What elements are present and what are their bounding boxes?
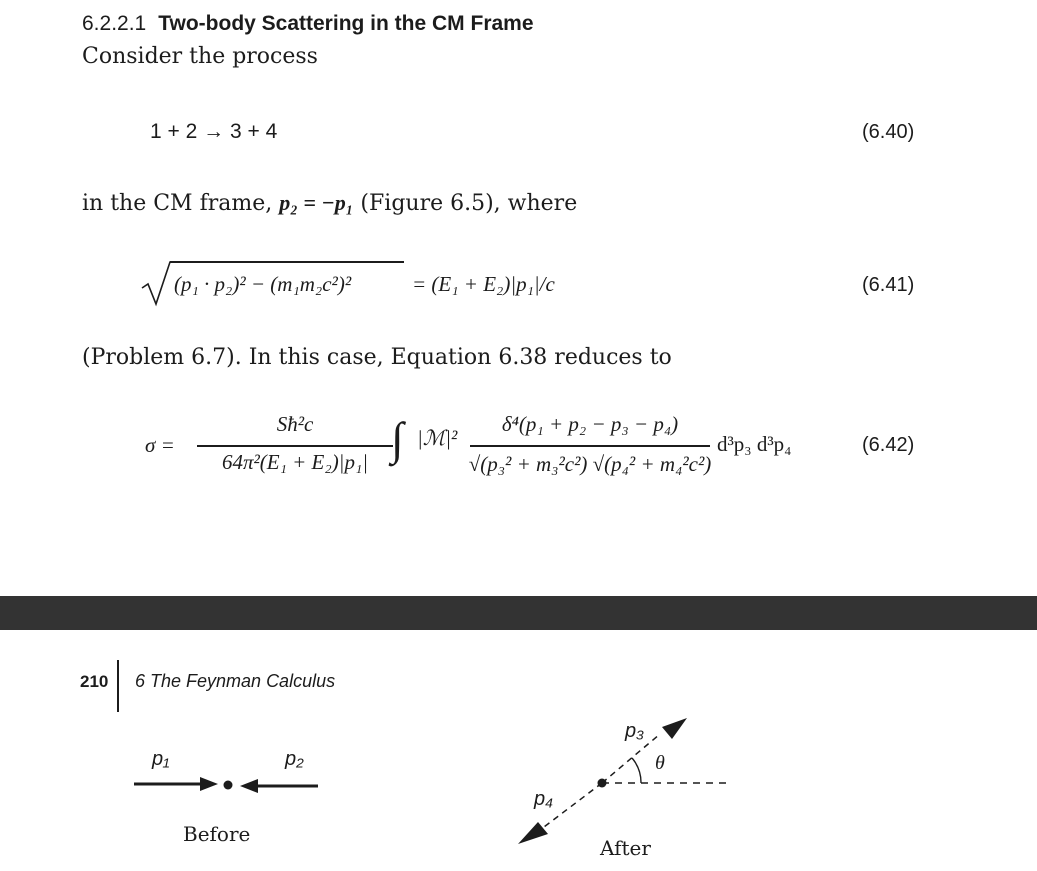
label-p4: p₄ (534, 788, 554, 810)
equation-number-6-40: (6.40) (862, 121, 915, 143)
problem-sentence: (Problem 6.7). In this case, Equation 6.38 reduces to (82, 345, 672, 370)
equation-6-41 (140, 258, 580, 308)
equation-6-42 (145, 410, 845, 500)
eq642-frac1-denominator: 64π²(E₁ + E₂)|p₁| (221, 450, 369, 474)
collision-arrows-icon (120, 760, 360, 820)
footer-rule (117, 660, 119, 712)
equation-number-6-41: (6.41) (862, 274, 915, 296)
eq642-frac1-numerator: Sħ²c (276, 412, 314, 436)
page-break-band (0, 596, 1037, 630)
eq642-frac2-numerator: δ⁴(p₁ + p₂ − p₃ − p₄) (501, 412, 679, 436)
eq642-matrix-element: |ℳ|² (417, 426, 458, 450)
eq641-rhs: = (E₁ + E₂)|p₁|/c (412, 272, 555, 296)
section-heading (82, 12, 534, 36)
chapter-title: 6 The Feynman Calculus (135, 671, 336, 691)
page-number: 210 (80, 672, 109, 691)
cm-text-post: (Figure 6.5), where (353, 191, 578, 216)
label-p3: p₃ (625, 720, 645, 742)
label-p2: p₂ (285, 748, 304, 770)
eq642-measure: d³p₃ d³p₄ (717, 432, 792, 456)
intro-sentence: Consider the process (82, 44, 318, 69)
figure-after (510, 712, 740, 862)
cm-math: p₂ = −p₁ (279, 190, 354, 215)
cm-text-pre: in the CM frame, (82, 191, 280, 216)
section-title: Two-body Scattering in the CM Frame (158, 12, 534, 35)
eq642-frac2-denominator: √(p₃² + m₃²c²) √(p₄² + m₄²c²) (468, 452, 712, 476)
eq642-integral: ∫ (391, 413, 404, 464)
equation-6-40: 1 + 2 → 3 + 4 (150, 120, 278, 143)
figure-before (120, 740, 360, 860)
eq642-lhs: σ = (145, 433, 175, 457)
eq642-frac2-bar (470, 445, 710, 447)
caption-after: After (600, 836, 651, 860)
eq642-frac1-bar (197, 445, 393, 447)
label-theta: θ (655, 752, 665, 774)
label-p1: p₁ (152, 748, 170, 770)
section-number: 6.2.2.1 (82, 12, 147, 35)
equation-number-6-42: (6.42) (862, 434, 915, 456)
caption-before: Before (183, 822, 251, 846)
eq641-radicand: (p₁ · p₂)² − (m₁m₂c²)² (174, 272, 352, 296)
cm-frame-sentence (82, 190, 577, 216)
